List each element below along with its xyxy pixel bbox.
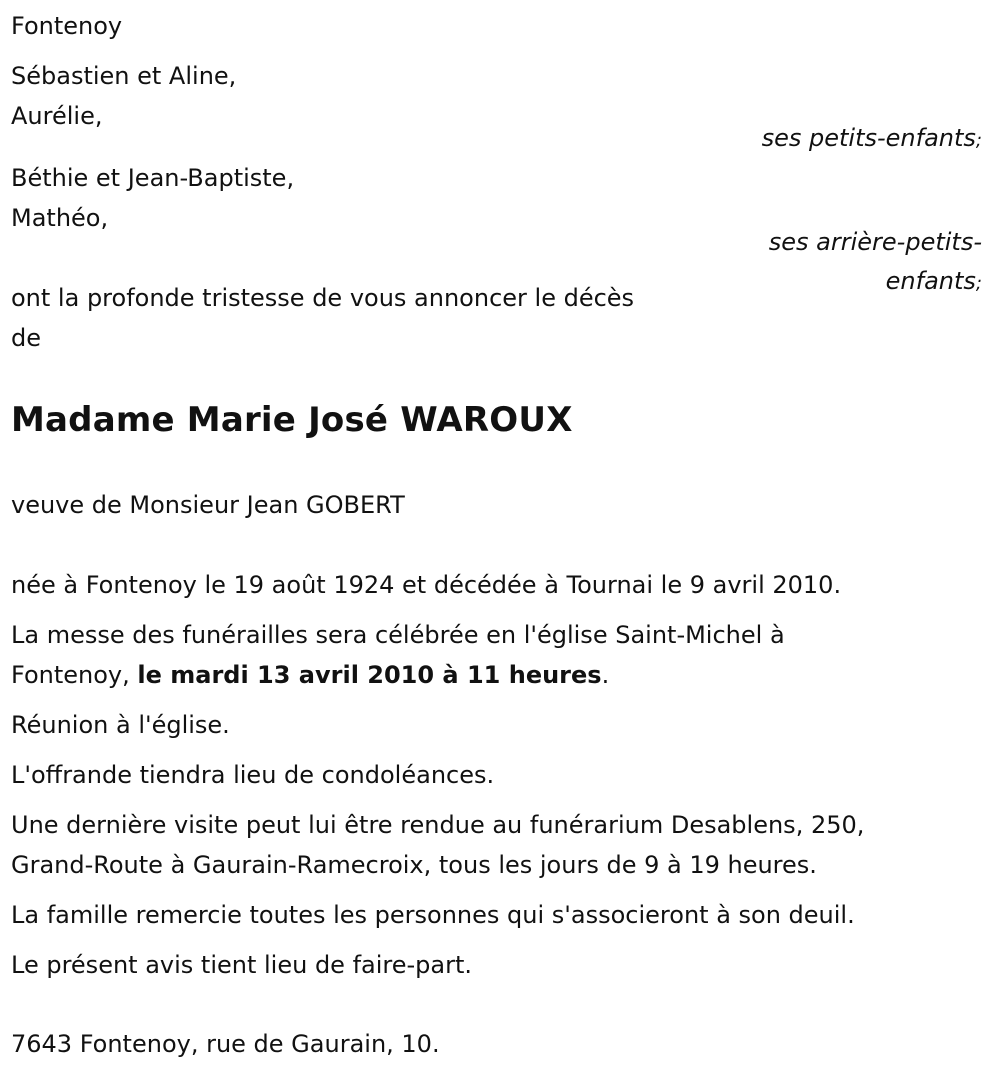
great-grandchildren-line-1: Béthie et Jean-Baptiste,: [11, 164, 295, 192]
grandchildren-label-text: ses petits-enfants: [761, 124, 976, 152]
meeting-info: Réunion à l'église.: [11, 711, 230, 739]
great-grandchildren-label-punct: ;: [975, 273, 982, 294]
visit-line-1: Une dernière visite peut lui être rendue au funérarium Desablens, 250,: [11, 811, 865, 839]
great-grandchildren-line-2: Mathéo,: [11, 204, 109, 232]
grandchildren-line-2: Aurélie,: [11, 102, 103, 130]
mass-date-time: le mardi 13 avril 2010 à 11 heures: [137, 661, 602, 689]
death-notice: [11, 0, 991, 1078]
offering-info: L'offrande tiendra lieu de condoléances.: [11, 761, 495, 789]
grandchildren-line-1: Sébastien et Aline,: [11, 62, 237, 90]
mass-period: .: [601, 661, 610, 689]
address-line: 7643 Fontenoy, rue de Gaurain, 10.: [11, 1030, 440, 1058]
thanks-line: La famille remercie toutes les personnes qui s'associeront à son deuil.: [11, 901, 855, 929]
grandchildren-label: [762, 118, 982, 161]
great-grandchildren-label-line-1: ses arrière-petits-: [768, 228, 982, 256]
mass-place: Fontenoy,: [11, 661, 138, 689]
place-header: Fontenoy: [11, 12, 123, 40]
announcement-line-1: ont la profonde tristesse de vous annoncer le décès: [11, 284, 635, 312]
widow-of: veuve de Monsieur Jean GOBERT: [11, 491, 405, 519]
birth-death: née à Fontenoy le 19 août 1924 et décédée à Tournai le 9 avril 2010.: [11, 571, 842, 599]
announcement-line-2: de: [11, 324, 41, 352]
mass-line-1: La messe des funérailles sera célébrée en l'église Saint-Michel à: [11, 621, 785, 649]
mass-line-2: [11, 655, 609, 695]
grandchildren-label-punct: ;: [975, 130, 982, 151]
faire-part-line: Le présent avis tient lieu de faire-part.: [11, 951, 473, 979]
great-grandchildren-label-text: enfants: [885, 267, 976, 295]
deceased-name: Madame Marie José WAROUX: [11, 400, 573, 440]
visit-line-2: Grand-Route à Gaurain-Ramecroix, tous les jours de 9 à 19 heures.: [11, 851, 817, 879]
great-grandchildren-label-line-2: [886, 261, 982, 304]
